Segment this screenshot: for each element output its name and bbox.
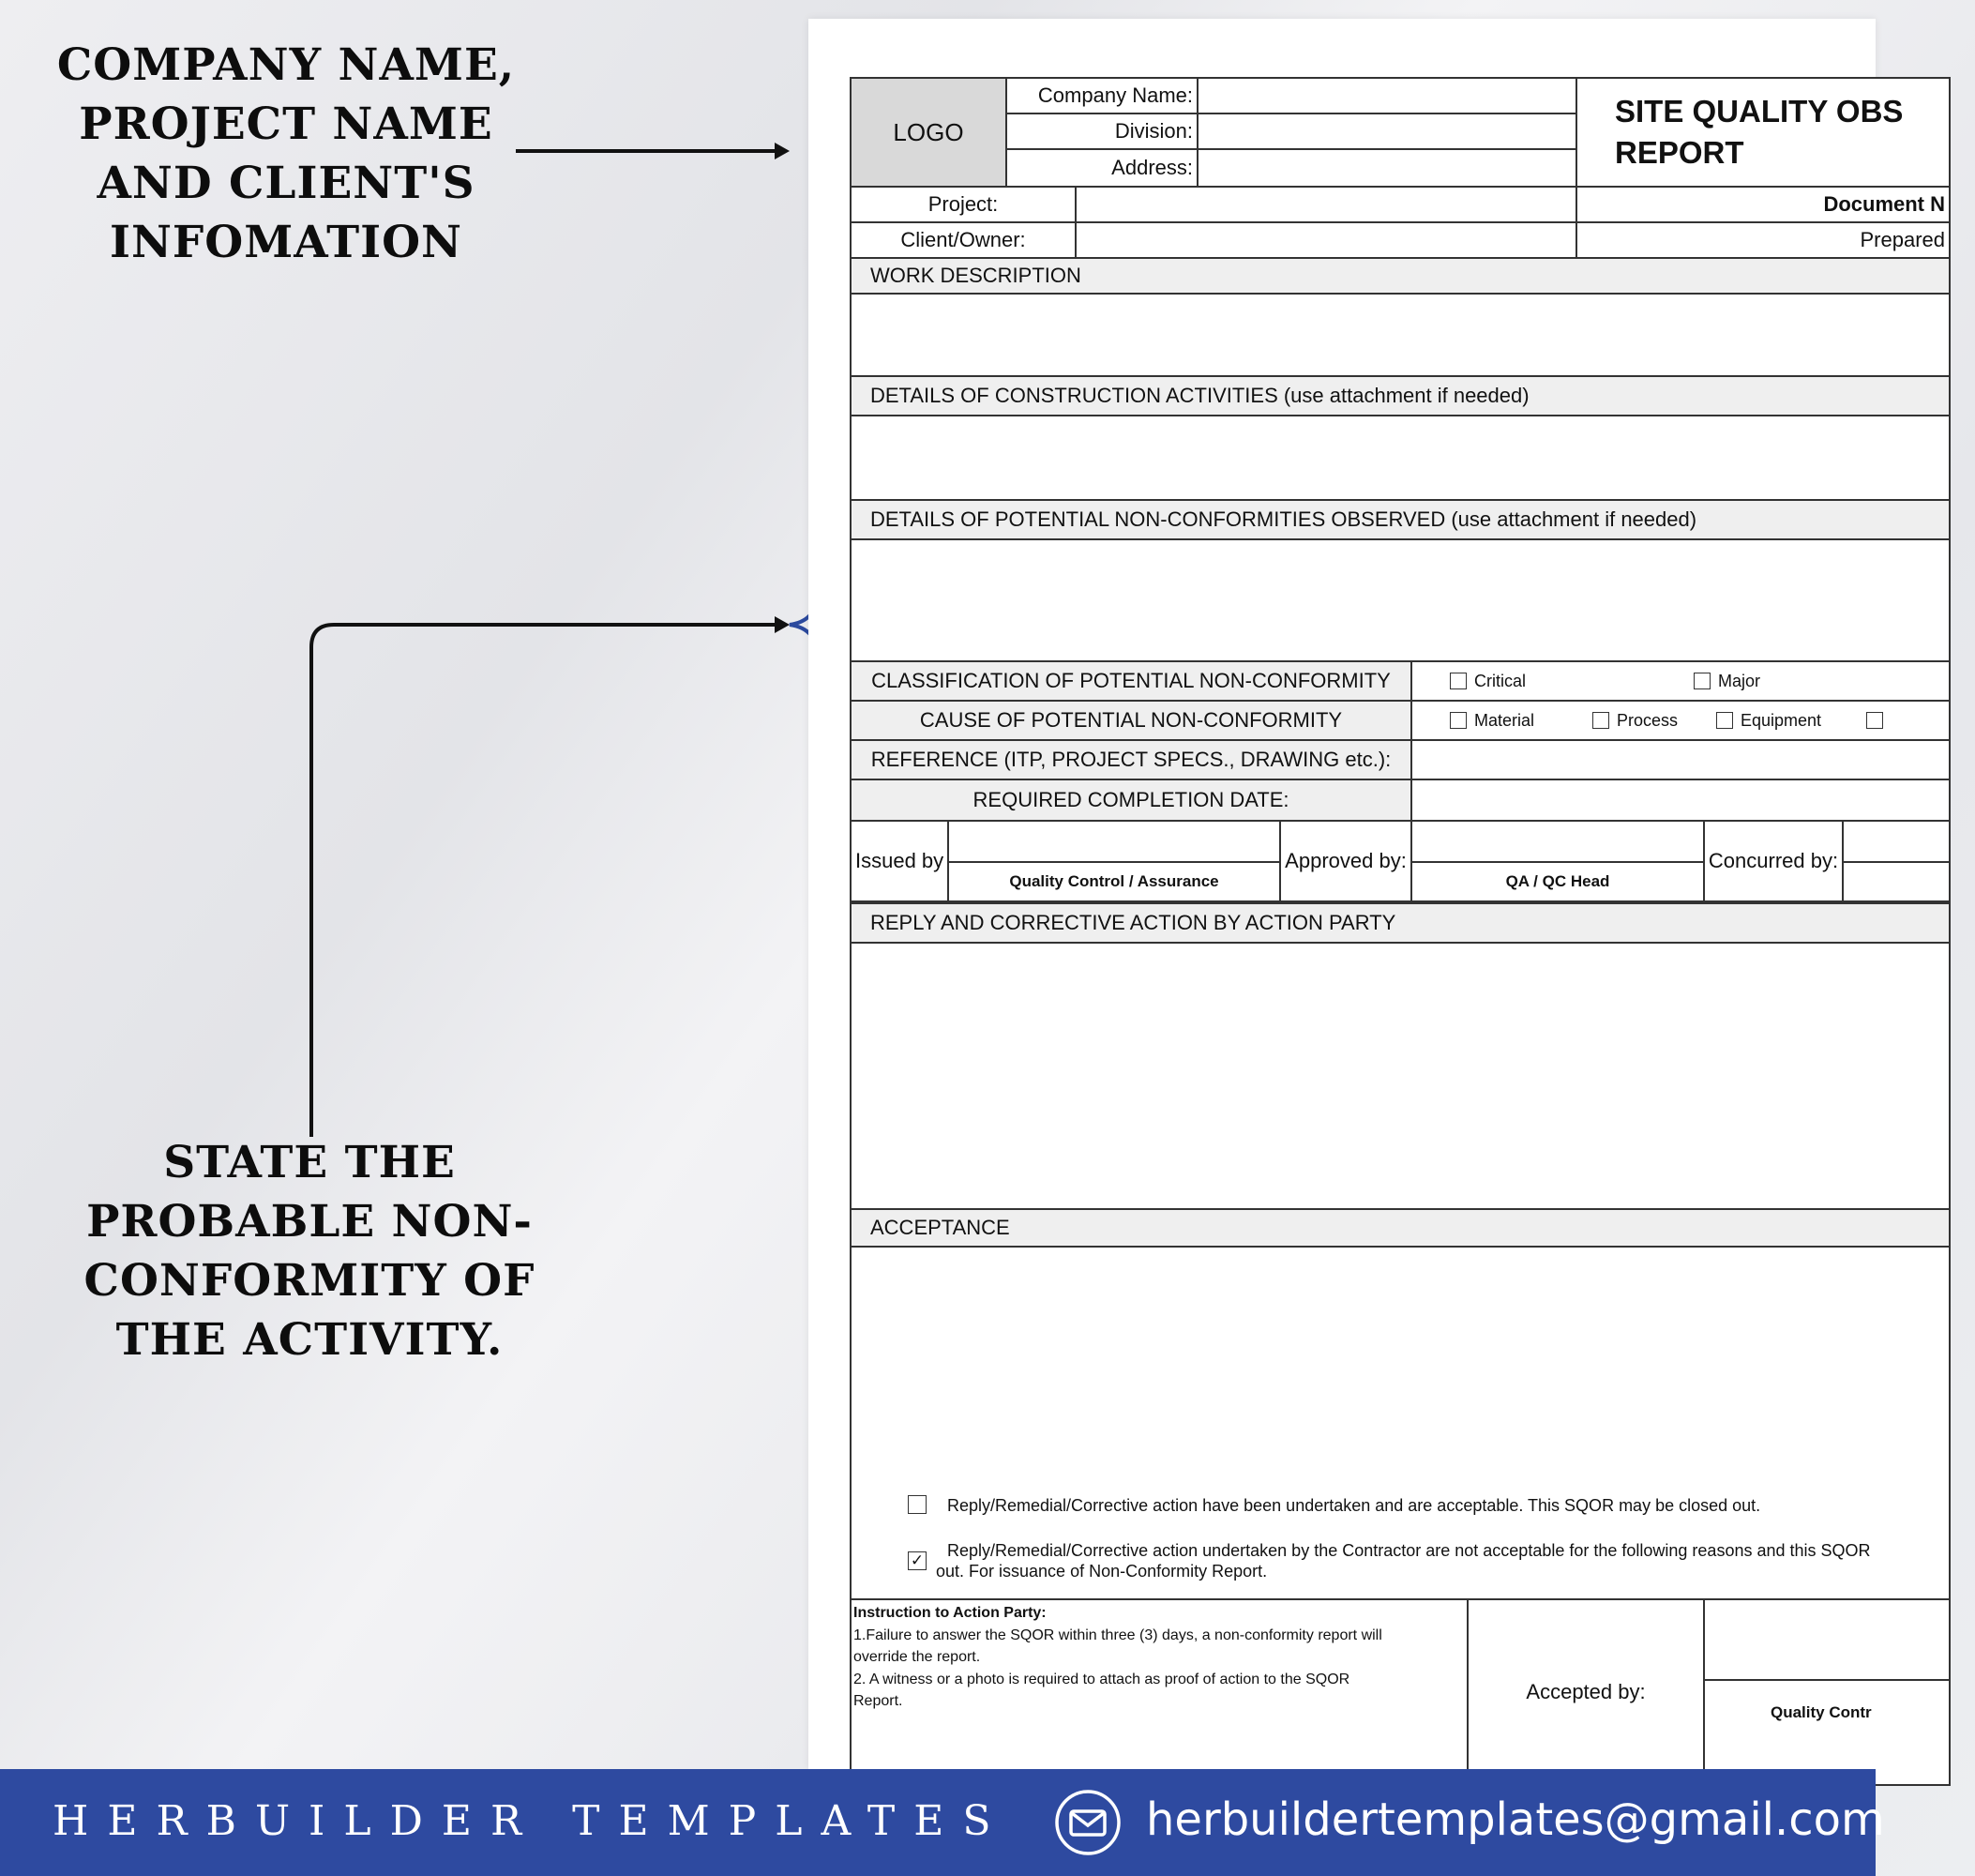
work-description-header: WORK DESCRIPTION bbox=[850, 257, 1951, 295]
issued-by-label: Issued by bbox=[850, 820, 949, 902]
callout-line: AND CLIENT'S bbox=[97, 158, 475, 209]
arrow-top bbox=[516, 143, 790, 159]
checkbox-critical[interactable] bbox=[1450, 672, 1526, 691]
cause-options bbox=[1410, 700, 1951, 741]
checkbox-label: Equipment bbox=[1741, 710, 1822, 730]
callout-line: INFOMATION bbox=[109, 217, 463, 268]
address-label: Address: bbox=[1005, 148, 1199, 188]
instruction-line: 1.Failure to answer the SQOR within three (3) days, a non-conformity report will bbox=[853, 1627, 1382, 1643]
checkbox-box[interactable] bbox=[1450, 673, 1467, 689]
sqor-form bbox=[850, 77, 1975, 1859]
callout-line: STATE THE bbox=[163, 1137, 456, 1188]
footer-bar bbox=[0, 1769, 1885, 1876]
division-field[interactable] bbox=[1197, 113, 1577, 150]
checkbox-other[interactable] bbox=[1866, 712, 1891, 729]
accept-checkbox-1[interactable] bbox=[908, 1495, 927, 1514]
classification-label: CLASSIFICATION OF POTENTIAL NON-CONFORMITY bbox=[850, 660, 1412, 702]
instruction-line: 2. A witness or a photo is required to attach as proof of action to the SQOR bbox=[853, 1672, 1350, 1687]
nonconformities-header: DETAILS OF POTENTIAL NON-CONFORMITIES OBSERVED (use attachment if needed) bbox=[850, 499, 1951, 540]
classification-options bbox=[1410, 660, 1951, 702]
reference-label: REFERENCE (ITP, PROJECT SPECS., DRAWING etc.): bbox=[850, 739, 1412, 780]
acceptance-section-header: ACCEPTANCE bbox=[850, 1208, 1951, 1248]
checkbox-box[interactable] bbox=[1450, 712, 1467, 729]
issued-by-signature[interactable] bbox=[947, 820, 1281, 863]
contact-email[interactable]: herbuildertemplates@gmail.com bbox=[1146, 1793, 1885, 1846]
checkbox-label: Critical bbox=[1474, 671, 1527, 690]
project-field[interactable] bbox=[1075, 186, 1577, 223]
callout-line: THE ACTIVITY. bbox=[115, 1314, 504, 1366]
completion-date-field[interactable] bbox=[1410, 779, 1951, 822]
company-name-field[interactable] bbox=[1197, 77, 1577, 114]
accept-checkbox-2[interactable]: ✓ bbox=[908, 1551, 927, 1570]
checkbox-material[interactable] bbox=[1450, 711, 1534, 731]
checkbox-box[interactable] bbox=[1694, 673, 1711, 689]
company-name-label: Company Name: bbox=[1005, 77, 1199, 114]
instruction-line: override the report. bbox=[853, 1649, 981, 1665]
concurred-by-label: Concurred by: bbox=[1703, 820, 1844, 902]
envelope-icon bbox=[1054, 1789, 1122, 1856]
form-title bbox=[1575, 77, 1951, 188]
callout-line: PROBABLE NON- bbox=[86, 1196, 533, 1248]
form-title-line2: REPORT bbox=[1615, 135, 1744, 170]
construction-details-header: DETAILS OF CONSTRUCTION ACTIVITIES (use attachment if needed) bbox=[850, 375, 1951, 416]
reply-field[interactable] bbox=[850, 942, 1951, 1210]
logo-placeholder: LOGO bbox=[850, 77, 1007, 188]
concurred-by-signature[interactable] bbox=[1842, 820, 1951, 863]
project-label: Project: bbox=[850, 186, 1077, 223]
checkbox-label: Material bbox=[1474, 710, 1535, 730]
checkbox-label: Major bbox=[1718, 671, 1761, 690]
checkbox-major[interactable] bbox=[1694, 672, 1760, 691]
instruction-line: Report. bbox=[853, 1693, 903, 1709]
callout-line: CONFORMITY OF bbox=[83, 1255, 535, 1307]
concurred-by-role bbox=[1842, 861, 1951, 902]
prepared-label: Prepared bbox=[1575, 221, 1951, 259]
checkbox-process[interactable] bbox=[1592, 711, 1678, 731]
approved-by-label: Approved by: bbox=[1279, 820, 1412, 902]
completion-date-label: REQUIRED COMPLETION DATE: bbox=[850, 779, 1412, 822]
document-page bbox=[808, 19, 1945, 1769]
address-field[interactable] bbox=[1197, 148, 1577, 188]
reference-field[interactable] bbox=[1410, 739, 1951, 780]
brand-name: HERBUILDER TEMPLATES bbox=[53, 1797, 1010, 1845]
accepted-by-signature[interactable] bbox=[1703, 1598, 1951, 1681]
division-label: Division: bbox=[1005, 113, 1199, 150]
callout-line: COMPANY NAME, bbox=[56, 39, 516, 91]
cause-label: CAUSE OF POTENTIAL NON-CONFORMITY bbox=[850, 700, 1412, 741]
checkbox-box[interactable] bbox=[1592, 712, 1609, 729]
checkbox-label: Process bbox=[1617, 710, 1679, 730]
accepted-by-label: Accepted by: bbox=[1467, 1598, 1705, 1786]
checkbox-box[interactable] bbox=[1716, 712, 1733, 729]
accepted-by-role: Quality Contr bbox=[1703, 1679, 1951, 1786]
document-no-label: Document N bbox=[1575, 186, 1951, 223]
client-label: Client/Owner: bbox=[850, 221, 1077, 259]
accept-option-1: Reply/Remedial/Corrective action have been undertaken and are acceptable. This SQOR may be closed out. bbox=[947, 1496, 1761, 1515]
issued-by-role: Quality Control / Assurance bbox=[947, 861, 1281, 902]
accept-option-2-line2: out. For issuance of Non-Conformity Report. bbox=[936, 1562, 1268, 1581]
reply-section-header: REPLY AND CORRECTIVE ACTION BY ACTION PARTY bbox=[850, 902, 1951, 944]
arrow-bottom bbox=[311, 616, 790, 1137]
approved-by-signature[interactable] bbox=[1410, 820, 1705, 863]
construction-details-field[interactable] bbox=[850, 415, 1951, 501]
form-title-line1: SITE QUALITY OBS bbox=[1615, 94, 1904, 129]
checkbox-equipment[interactable] bbox=[1716, 711, 1821, 731]
nonconformities-field[interactable] bbox=[850, 538, 1951, 662]
work-description-field[interactable] bbox=[850, 293, 1951, 377]
instructions-title: Instruction to Action Party: bbox=[853, 1605, 1047, 1621]
callout-line: PROJECT NAME bbox=[79, 98, 493, 150]
approved-by-role: QA / QC Head bbox=[1410, 861, 1705, 902]
checkbox-box[interactable] bbox=[1866, 712, 1883, 729]
accept-option-2-line1: Reply/Remedial/Corrective action undertaken by the Contractor are not acceptable for the following reasons and this SQOR bbox=[947, 1541, 1871, 1560]
client-field[interactable] bbox=[1075, 221, 1577, 259]
